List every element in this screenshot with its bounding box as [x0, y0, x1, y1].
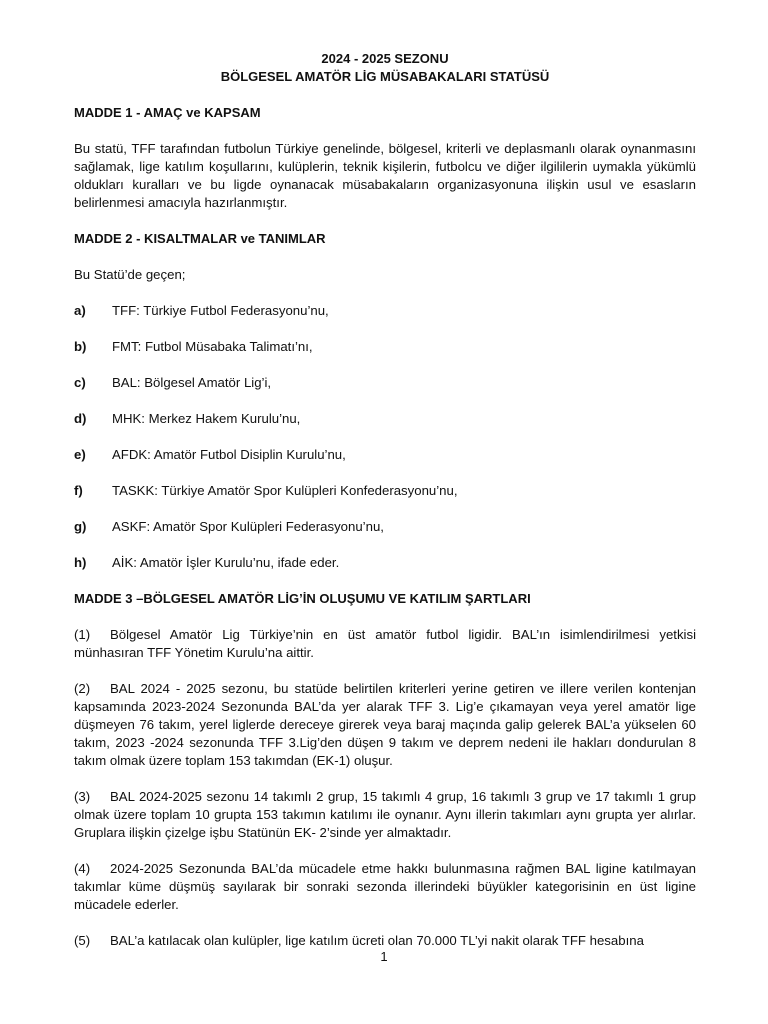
definition-letter: f) — [74, 483, 83, 498]
clause-text: BAL 2024-2025 sezonu 14 takımlı 2 grup, 15 takımlı 4 grup, 16 takımlı 3 grup ve 17 takımlı 1 grup olmak üzere toplam 10 grupta 153 takımın katılımı ile oynanır. Aynı illerin takımları aynı grupta yer alırlar. Gruplara ilişkin çizelge işbu Statünün EK- 2’sinde yer almaktadır. — [74, 789, 696, 840]
definition-item — [74, 482, 696, 500]
clause-number: (3) — [74, 789, 91, 804]
definition-item — [74, 554, 696, 572]
madde3-heading: MADDE 3 –BÖLGESEL AMATÖR LİG’İN OLUŞUMU VE KATILIM ŞARTLARI — [74, 591, 531, 606]
clause-text: BAL’a katılacak olan kulüpler, lige katılım ücreti olan 70.000 TL’yi nakit olarak TFF hesabına — [110, 933, 644, 948]
clause-number: (5) — [74, 933, 91, 948]
madde1-heading: MADDE 1 - AMAÇ ve KAPSAM — [74, 105, 261, 120]
definition-letter: a) — [74, 303, 86, 318]
definition-letter: c) — [74, 375, 86, 390]
clause-item — [74, 626, 696, 662]
definition-text: ASKF: Amatör Spor Kulüpleri Federasyonu’nu, — [112, 519, 384, 534]
definition-letter: d) — [74, 411, 87, 426]
definition-text: TFF: Türkiye Futbol Federasyonu’nu, — [112, 303, 329, 318]
page-number: 1 — [380, 949, 388, 964]
madde2-intro: Bu Statü’de geçen; — [74, 267, 186, 282]
clause-item — [74, 680, 696, 770]
definition-text: FMT: Futbol Müsabaka Talimatı’nı, — [112, 339, 313, 354]
definition-item — [74, 302, 696, 320]
definition-item — [74, 338, 696, 356]
definition-text: AİK: Amatör İşler Kurulu’nu, ifade eder. — [112, 555, 340, 570]
definition-text: TASKK: Türkiye Amatör Spor Kulüpleri Konfederasyonu’nu, — [112, 483, 458, 498]
definition-text: BAL: Bölgesel Amatör Lig’i, — [112, 375, 272, 390]
clause-item — [74, 860, 696, 914]
clause-number: (2) — [74, 681, 91, 696]
season-title: 2024 - 2025 SEZONU — [321, 51, 449, 66]
definition-letter: e) — [74, 447, 86, 462]
document-title: BÖLGESEL AMATÖR LİG MÜSABAKALARI STATÜSÜ — [220, 69, 550, 84]
definition-letter: b) — [74, 339, 87, 354]
clause-number: (4) — [74, 861, 91, 876]
definition-item — [74, 374, 696, 392]
clause-number: (1) — [74, 627, 91, 642]
definition-text: AFDK: Amatör Futbol Disiplin Kurulu’nu, — [112, 447, 346, 462]
clause-text: BAL 2024 - 2025 sezonu, bu statüde belirtilen kriterleri yerine getiren ve illere verilen kontenjan kapsamında 2023-2024 Sezonunda BAL’da yer alarak TFF 3. Lig’e çıkamayan veya yerel amatör lige düşmeyen 76 takım, yerel liglerde dereceye girerek veya baraj maçında galip gelerek BAL’a yükselen 60 takım, 2023 -2024 sezonunda TFF 3.Lig’den düşen 9 takım ve deprem nedeni ile hakları dondurulan 8 takım olmak üzere toplam 153 takımdan (EK-1) oluşur. — [74, 681, 696, 768]
madde1-text: Bu statü, TFF tarafından futbolun Türkiye genelinde, bölgesel, kriterli ve deplasmanlı olarak oynanmasını sağlamak, lige katılım koşullarını, kulüplerin, teknik kişilerin, futbolcu ve diğer ilgililerin uymakla yükümlü oldukları kuralları ve bu ligde oynanacak müsabakaların organizasyonuna ilişkin usul ve esasların belirlenmesi amacıyla hazırlanmıştır. — [74, 141, 696, 210]
clause-text: Bölgesel Amatör Lig Türkiye’nin en üst amatör futbol ligidir. BAL’ın isimlendirilmesi yetkisi münhasıran TFF Yönetim Kurulu’na aittir. — [74, 627, 696, 660]
definition-letter: h) — [74, 555, 87, 570]
definition-item — [74, 410, 696, 428]
clause-text: 2024-2025 Sezonunda BAL’da mücadele etme hakkı bulunmasına rağmen BAL ligine katılmayan takımlar küme düşmüş sayılarak bir sonraki sezonda illerindeki büyükler kategorisinin en üst ligine mücadele ederler. — [74, 861, 696, 912]
definition-text: MHK: Merkez Hakem Kurulu’nu, — [112, 411, 301, 426]
madde2-heading: MADDE 2 - KISALTMALAR ve TANIMLAR — [74, 231, 326, 246]
definition-item — [74, 446, 696, 464]
definition-item — [74, 518, 696, 536]
clause-item — [74, 788, 696, 842]
document-page — [74, 50, 696, 950]
definition-letter: g) — [74, 519, 87, 534]
